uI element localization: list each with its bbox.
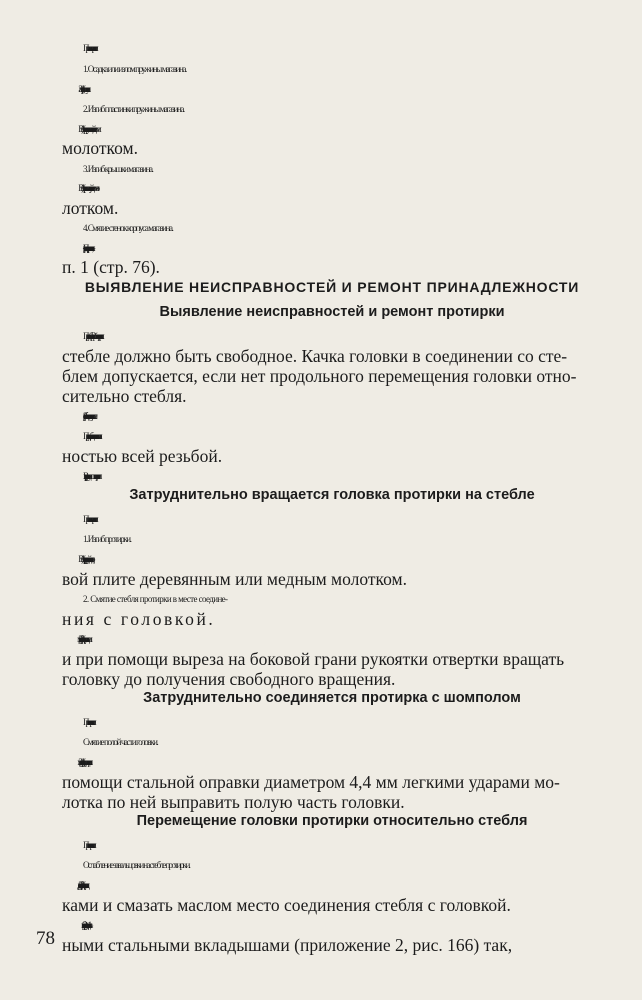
text-line: Протирка должна свободно навинчиваться на шомпол пол- (83, 431, 98, 441)
text-line: Ослабление завальцовки на стебле протирки. (83, 860, 190, 870)
text-line: головку до получения свободного вращения. (62, 669, 396, 689)
text-line: (I) Выправить пластинку пружины на стальной плите медным (83, 124, 98, 134)
text-line: В протирке встречаются следующие неисправности. (83, 471, 97, 481)
text-line: Затем надеть на стебель протирки клупп № 1 с двумя специаль- (83, 920, 88, 930)
text-line: молотком. (62, 138, 138, 158)
text-line: ными стальными вкладышами (приложение 2, рис. 166) так, (62, 935, 513, 955)
page-number: 78 (36, 928, 55, 949)
text-line: п. 1 (стр. 76). (62, 257, 160, 277)
text-line: 3. Изгиб крышки магазина. (83, 164, 153, 174)
text-line: 1. Изгиб протирки. (83, 534, 131, 544)
text-line: (I) Выправить крышку магазина на стальной плите медным мо- (83, 183, 96, 193)
text-line: вой плите деревянным или медным молотком. (62, 569, 407, 589)
text-line: Причины неисправности: (83, 43, 94, 53)
subsection-heading: Выявление неисправностей и ремонт протирки (159, 304, 505, 320)
text-line: Причина неисправности: (83, 840, 92, 850)
text-line: 4. Смятие стенок корпуса магазина. (83, 223, 173, 233)
text-line: лотком. (62, 198, 119, 218)
section-heading: ВЫЯВЛЕНИЕ НЕИСПРАВНОСТЕЙ И РЕМОНТ ПРИНАДЛЕЖНОСТИ (84, 279, 580, 295)
text-line: ками и смазать маслом место соединения стебля с головкой. (62, 895, 511, 915)
text-line: лотка по ней выправить полую часть головки. (62, 792, 405, 812)
subsection-heading: Перемещение головки протирки относительно стебля (136, 813, 528, 829)
text-line: сительно стебля. (62, 386, 187, 406)
text-line: (I) Зажать стебель протирки в тисках с деревянными проклад- (83, 880, 86, 890)
text-line: (I) Зажать протирку в тисках с медными прокладками и при (83, 757, 89, 767)
text-line: (I) Зажать стебель протирки в тисках с медными прокладками (83, 634, 89, 644)
text-line: 2. Изгиб пластинки пружины магазина. (83, 104, 184, 114)
text-line: стебле должно быть свободное. Качка головки в соединении со сте- (62, 346, 568, 366)
text-line: помощи стальной оправки диаметром 4,4 мм легкими ударами мо- (62, 772, 560, 792)
text-line: ния с головкой. (62, 609, 216, 629)
text-line: Причины неисправности: (83, 514, 94, 524)
text-line: 1. Осадка или излом пружины магазина. (83, 64, 186, 74)
subsection-heading: Затруднительно соединяется протирка с шомполом (143, 690, 521, 706)
text-line: блем допускается, если нет продольного перемещения головки отно- (62, 366, 577, 386)
subsection-heading: Затруднительно вращается головка протирки на стебле (129, 487, 535, 503)
text-line: См. раздел «Не подаются патроны из магазина в патронник», (83, 243, 91, 253)
text-line: Смятие полой части головки. (83, 737, 158, 747)
text-line: (I) Выправить протирку на деревянной подкладке или свинцо- (83, 554, 91, 564)
text-line: Забитость и срыв резьбы для шомпола не допускаются. (83, 411, 93, 421)
text-line: ностью всей резьбой. (62, 446, 223, 466)
text-line: 2. Смятие стебля протирки в месте соедине- (83, 594, 228, 604)
text-line: Протирка должна быть прямой. Вращение головки протирки на (83, 331, 100, 341)
text-line: Причина неисправности: (83, 717, 92, 727)
text-line: и при помощи выреза на боковой грани рукоятки отвертки вращать (62, 649, 565, 669)
text-line: (I) Заменить пружину магазина. (83, 84, 86, 94)
